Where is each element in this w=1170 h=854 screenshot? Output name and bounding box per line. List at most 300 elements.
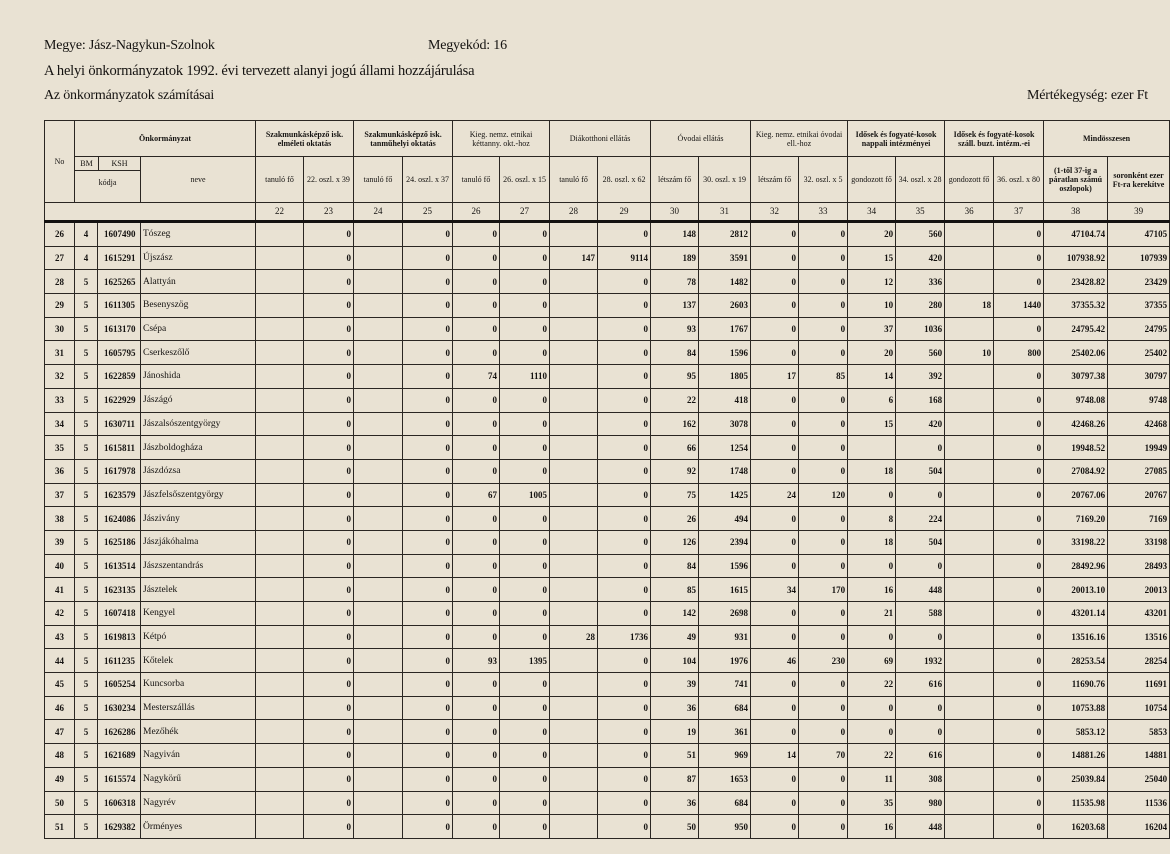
unit-label: Mértékegység: ezer Ft	[1027, 88, 1148, 103]
col28-cell	[550, 507, 598, 531]
no-cell: 47	[45, 720, 75, 744]
settlement-name-cell: Jászalsószentgyörgy	[141, 412, 256, 436]
bm-code-cell: 5	[75, 696, 98, 720]
group-header: Óvodai ellátás	[651, 121, 751, 157]
col33-cell: 170	[799, 578, 848, 602]
col30-cell: 19	[651, 720, 699, 744]
code-header	[75, 157, 141, 203]
col26-cell: 74	[453, 365, 500, 389]
col37-cell: 0	[994, 767, 1044, 791]
col32-cell: 0	[751, 459, 799, 483]
col34-cell: 6	[848, 388, 896, 412]
ksh-code-cell: 1605795	[98, 341, 141, 365]
col33-cell: 120	[799, 483, 848, 507]
ksh-code-cell: 1630711	[98, 412, 141, 436]
col35-cell: 448	[896, 815, 945, 839]
col22-cell	[256, 294, 304, 318]
col33-cell: 0	[799, 317, 848, 341]
col32-cell: 0	[751, 507, 799, 531]
ksh-code-cell: 1623579	[98, 483, 141, 507]
col24-cell	[354, 341, 403, 365]
col27-cell: 0	[500, 317, 550, 341]
ksh-code-cell: 1619813	[98, 625, 141, 649]
col36-cell	[945, 246, 994, 270]
col36-cell	[945, 365, 994, 389]
settlement-name-cell: Nagyiván	[141, 744, 256, 768]
col27-cell: 0	[500, 791, 550, 815]
col35-cell: 308	[896, 767, 945, 791]
col37-cell: 0	[994, 578, 1044, 602]
col23-cell: 0	[304, 388, 354, 412]
col35-cell: 0	[896, 625, 945, 649]
col39-cell: 10754	[1108, 696, 1170, 720]
col35-cell: 560	[896, 222, 945, 247]
col32-cell: 0	[751, 673, 799, 697]
table-row	[45, 270, 1170, 294]
column-number: 36	[945, 203, 994, 222]
col36-cell	[945, 791, 994, 815]
subheader: (1-től 37-ig a páratlan számú oszlopok)	[1044, 157, 1108, 203]
no-cell: 37	[45, 483, 75, 507]
no-cell: 38	[45, 507, 75, 531]
col36-cell	[945, 436, 994, 460]
col34-cell: 18	[848, 459, 896, 483]
col24-cell	[354, 720, 403, 744]
col35-cell: 0	[896, 436, 945, 460]
col25-cell: 0	[403, 365, 453, 389]
col26-cell: 0	[453, 530, 500, 554]
col38-cell: 24795.42	[1044, 317, 1108, 341]
ksh-code-cell: 1623135	[98, 578, 141, 602]
subheader: 32. oszl. x 5	[799, 157, 848, 203]
no-cell: 35	[45, 436, 75, 460]
col37-cell: 0	[994, 459, 1044, 483]
col25-cell: 0	[403, 673, 453, 697]
col28-cell	[550, 602, 598, 626]
col26-cell: 0	[453, 412, 500, 436]
col22-cell	[256, 602, 304, 626]
bm-code-cell: 5	[75, 388, 98, 412]
column-number: 38	[1044, 203, 1108, 222]
col31-cell: 3078	[699, 412, 751, 436]
col26-cell: 0	[453, 294, 500, 318]
col23-cell: 0	[304, 602, 354, 626]
col39-cell: 13516	[1108, 625, 1170, 649]
col25-cell: 0	[403, 270, 453, 294]
kodja-label: kódja	[98, 178, 117, 187]
col22-cell	[256, 649, 304, 673]
col38-cell: 28253.54	[1044, 649, 1108, 673]
table-row	[45, 815, 1170, 839]
group-header: Szakmunkásképző isk. tanműhelyi oktatás	[354, 121, 453, 157]
col23-cell: 0	[304, 507, 354, 531]
col35-cell: 1036	[896, 317, 945, 341]
col25-cell: 0	[403, 602, 453, 626]
col22-cell	[256, 696, 304, 720]
column-number: 33	[799, 203, 848, 222]
col32-cell: 0	[751, 791, 799, 815]
col23-cell: 0	[304, 578, 354, 602]
col25-cell: 0	[403, 459, 453, 483]
col36-cell	[945, 483, 994, 507]
col32-cell: 24	[751, 483, 799, 507]
col33-cell: 0	[799, 554, 848, 578]
col28-cell	[550, 815, 598, 839]
col35-cell: 504	[896, 530, 945, 554]
column-number: 27	[500, 203, 550, 222]
col27-cell: 0	[500, 744, 550, 768]
col28-cell	[550, 673, 598, 697]
col38-cell: 25402.06	[1044, 341, 1108, 365]
col29-cell: 0	[598, 317, 651, 341]
bm-code-cell: 5	[75, 578, 98, 602]
col22-cell	[256, 436, 304, 460]
settlement-name-cell: Csépa	[141, 317, 256, 341]
col33-cell: 0	[799, 246, 848, 270]
col34-cell: 16	[848, 578, 896, 602]
no-cell: 48	[45, 744, 75, 768]
col24-cell	[354, 222, 403, 247]
col24-cell	[354, 649, 403, 673]
col28-cell	[550, 341, 598, 365]
col30-cell: 189	[651, 246, 699, 270]
col24-cell	[354, 791, 403, 815]
col34-cell: 10	[848, 294, 896, 318]
col33-cell: 0	[799, 388, 848, 412]
col25-cell: 0	[403, 436, 453, 460]
col26-cell: 0	[453, 578, 500, 602]
col38-cell: 11535.98	[1044, 791, 1108, 815]
col37-cell: 0	[994, 673, 1044, 697]
subheader: tanuló fő	[453, 157, 500, 203]
col25-cell: 0	[403, 720, 453, 744]
col39-cell: 19949	[1108, 436, 1170, 460]
ksh-code-cell: 1615811	[98, 436, 141, 460]
col38-cell: 10753.88	[1044, 696, 1108, 720]
col33-cell: 0	[799, 341, 848, 365]
settlement-name-cell: Kőtelek	[141, 649, 256, 673]
col33-cell: 0	[799, 412, 848, 436]
col28-cell	[550, 696, 598, 720]
col28-cell	[550, 222, 598, 247]
col28-cell	[550, 530, 598, 554]
col37-cell: 0	[994, 602, 1044, 626]
col24-cell	[354, 459, 403, 483]
col30-cell: 142	[651, 602, 699, 626]
col33-cell: 0	[799, 625, 848, 649]
table-row	[45, 365, 1170, 389]
col37-cell: 0	[994, 388, 1044, 412]
col25-cell: 0	[403, 530, 453, 554]
col37-cell: 0	[994, 744, 1044, 768]
col29-cell: 0	[598, 815, 651, 839]
col31-cell: 1976	[699, 649, 751, 673]
col22-cell	[256, 507, 304, 531]
col34-cell: 35	[848, 791, 896, 815]
col25-cell: 0	[403, 554, 453, 578]
col38-cell: 11690.76	[1044, 673, 1108, 697]
col26-cell: 0	[453, 554, 500, 578]
col25-cell: 0	[403, 483, 453, 507]
grant-table	[44, 120, 1170, 839]
col24-cell	[354, 530, 403, 554]
col26-cell: 0	[453, 815, 500, 839]
column-number: 26	[453, 203, 500, 222]
col26-cell: 0	[453, 767, 500, 791]
col34-cell: 8	[848, 507, 896, 531]
col32-cell: 0	[751, 246, 799, 270]
col35-cell: 504	[896, 459, 945, 483]
col23-cell: 0	[304, 720, 354, 744]
col36-cell	[945, 412, 994, 436]
col23-cell: 0	[304, 791, 354, 815]
col27-cell: 0	[500, 625, 550, 649]
group-header: Kieg. nemz. etnikai óvodai ell.-hoz	[751, 121, 848, 157]
column-number: 22	[256, 203, 304, 222]
col28-cell: 147	[550, 246, 598, 270]
subheader: 34. oszl. x 28	[896, 157, 945, 203]
col23-cell: 0	[304, 459, 354, 483]
table-row	[45, 744, 1170, 768]
subheader: 36. oszl. x 80	[994, 157, 1044, 203]
col32-cell: 0	[751, 294, 799, 318]
subheader: 22. oszl. x 39	[304, 157, 354, 203]
ksh-code-cell: 1630234	[98, 696, 141, 720]
col39-cell: 27085	[1108, 459, 1170, 483]
table-row	[45, 673, 1170, 697]
col35-cell: 420	[896, 412, 945, 436]
column-number: 25	[403, 203, 453, 222]
col37-cell: 0	[994, 696, 1044, 720]
col32-cell: 0	[751, 222, 799, 247]
col31-cell: 361	[699, 720, 751, 744]
col24-cell	[354, 365, 403, 389]
col30-cell: 148	[651, 222, 699, 247]
no-cell: 26	[45, 222, 75, 247]
col23-cell: 0	[304, 744, 354, 768]
col35-cell: 588	[896, 602, 945, 626]
col30-cell: 66	[651, 436, 699, 460]
col28-cell	[550, 649, 598, 673]
col33-cell: 0	[799, 530, 848, 554]
col31-cell: 418	[699, 388, 751, 412]
col26-cell: 67	[453, 483, 500, 507]
col29-cell: 0	[598, 791, 651, 815]
col28-cell	[550, 767, 598, 791]
no-cell: 50	[45, 791, 75, 815]
col24-cell	[354, 483, 403, 507]
col36-cell: 10	[945, 341, 994, 365]
col31-cell: 1254	[699, 436, 751, 460]
col28-cell	[550, 365, 598, 389]
col38-cell: 47104.74	[1044, 222, 1108, 247]
col36-cell	[945, 625, 994, 649]
col26-cell: 0	[453, 459, 500, 483]
no-cell: 31	[45, 341, 75, 365]
col32-cell: 0	[751, 720, 799, 744]
col24-cell	[354, 744, 403, 768]
bm-code-cell: 5	[75, 294, 98, 318]
county-code: Megyekód: 16	[428, 38, 507, 53]
col34-cell: 20	[848, 222, 896, 247]
ksh-code-cell: 1615574	[98, 767, 141, 791]
bm-code-cell: 5	[75, 625, 98, 649]
subheader: létszám fő	[751, 157, 799, 203]
table-row	[45, 625, 1170, 649]
col39-cell: 16204	[1108, 815, 1170, 839]
col34-cell: 0	[848, 554, 896, 578]
col31-cell: 1596	[699, 554, 751, 578]
settlement-name-cell: Mesterszállás	[141, 696, 256, 720]
group-header: Idősek és fogyaté-kosok nappali intézményei	[848, 121, 945, 157]
col36-cell	[945, 767, 994, 791]
col29-cell: 0	[598, 696, 651, 720]
col39-cell: 20013	[1108, 578, 1170, 602]
col34-cell: 0	[848, 483, 896, 507]
bm-code-cell: 5	[75, 744, 98, 768]
col36-cell	[945, 270, 994, 294]
table-row	[45, 294, 1170, 318]
no-cell: 28	[45, 270, 75, 294]
col25-cell: 0	[403, 815, 453, 839]
col28-cell	[550, 388, 598, 412]
col24-cell	[354, 696, 403, 720]
col32-cell: 0	[751, 530, 799, 554]
settlement-name-cell: Jászjákóhalma	[141, 530, 256, 554]
col35-cell: 560	[896, 341, 945, 365]
subheader: gondozott fő	[945, 157, 994, 203]
bm-code-cell: 5	[75, 791, 98, 815]
col23-cell: 0	[304, 412, 354, 436]
col34-cell: 21	[848, 602, 896, 626]
col36-cell	[945, 507, 994, 531]
ksh-code-cell: 1605254	[98, 673, 141, 697]
col26-cell: 0	[453, 673, 500, 697]
col27-cell: 1005	[500, 483, 550, 507]
col33-cell: 70	[799, 744, 848, 768]
settlement-name-cell: Kétpó	[141, 625, 256, 649]
col38-cell: 7169.20	[1044, 507, 1108, 531]
no-cell: 41	[45, 578, 75, 602]
col25-cell: 0	[403, 294, 453, 318]
col24-cell	[354, 388, 403, 412]
col39-cell: 11536	[1108, 791, 1170, 815]
col29-cell: 0	[598, 459, 651, 483]
col27-cell: 0	[500, 602, 550, 626]
column-number: 35	[896, 203, 945, 222]
col39-cell: 5853	[1108, 720, 1170, 744]
col30-cell: 84	[651, 554, 699, 578]
col30-cell: 92	[651, 459, 699, 483]
col36-cell	[945, 815, 994, 839]
col30-cell: 85	[651, 578, 699, 602]
column-number: 31	[699, 203, 751, 222]
col26-cell: 0	[453, 744, 500, 768]
col28-cell	[550, 744, 598, 768]
col28-cell	[550, 791, 598, 815]
col22-cell	[256, 341, 304, 365]
col25-cell: 0	[403, 222, 453, 247]
col36-cell	[945, 720, 994, 744]
group-header: Diákotthoni ellátás	[550, 121, 651, 157]
col33-cell: 0	[799, 507, 848, 531]
col29-cell: 0	[598, 388, 651, 412]
col24-cell	[354, 317, 403, 341]
settlement-name-cell: Nagyrév	[141, 791, 256, 815]
col31-cell: 1425	[699, 483, 751, 507]
col22-cell	[256, 365, 304, 389]
group-header: Kieg. nemz. etnikai kéttanny. okt.-hoz	[453, 121, 550, 157]
bm-code-cell: 5	[75, 365, 98, 389]
col24-cell	[354, 270, 403, 294]
col22-cell	[256, 483, 304, 507]
col22-cell	[256, 270, 304, 294]
settlement-name-cell: Jászivány	[141, 507, 256, 531]
bm-code-cell: 5	[75, 530, 98, 554]
col34-cell: 22	[848, 673, 896, 697]
group-header: Szakmunkásképző isk. elméleti oktatás	[256, 121, 354, 157]
col35-cell: 1932	[896, 649, 945, 673]
col31-cell: 2698	[699, 602, 751, 626]
col33-cell: 0	[799, 436, 848, 460]
table-body	[45, 222, 1170, 839]
col34-cell: 15	[848, 412, 896, 436]
col22-cell	[256, 530, 304, 554]
col22-cell	[256, 246, 304, 270]
bm-code-cell: 5	[75, 554, 98, 578]
col29-cell: 0	[598, 649, 651, 673]
county-label: Megye: Jász-Nagykun-Szolnok	[44, 38, 215, 53]
col38-cell: 23428.82	[1044, 270, 1108, 294]
bm-code-cell: 5	[75, 673, 98, 697]
subheader: 28. oszl. x 62	[598, 157, 651, 203]
col30-cell: 84	[651, 341, 699, 365]
ksh-code-cell: 1625265	[98, 270, 141, 294]
col39-cell: 33198	[1108, 530, 1170, 554]
col29-cell: 0	[598, 341, 651, 365]
col32-cell: 14	[751, 744, 799, 768]
col37-cell: 0	[994, 317, 1044, 341]
col39-cell: 20767	[1108, 483, 1170, 507]
col35-cell: 0	[896, 720, 945, 744]
col34-cell: 0	[848, 720, 896, 744]
col24-cell	[354, 294, 403, 318]
col30-cell: 49	[651, 625, 699, 649]
col36-cell: 18	[945, 294, 994, 318]
ksh-code-cell: 1626286	[98, 720, 141, 744]
col31-cell: 950	[699, 815, 751, 839]
col37-cell: 0	[994, 365, 1044, 389]
col37-cell: 0	[994, 507, 1044, 531]
subheader: tanuló fő	[256, 157, 304, 203]
col22-cell	[256, 578, 304, 602]
col27-cell: 0	[500, 388, 550, 412]
col23-cell: 0	[304, 483, 354, 507]
col33-cell: 0	[799, 294, 848, 318]
col31-cell: 684	[699, 791, 751, 815]
col27-cell: 1395	[500, 649, 550, 673]
subheader: tanuló fő	[354, 157, 403, 203]
settlement-name-cell: Nagykörű	[141, 767, 256, 791]
subheader: 30. oszl. x 19	[699, 157, 751, 203]
settlement-name-cell: Tószeg	[141, 222, 256, 247]
settlement-name-cell: Jászdózsa	[141, 459, 256, 483]
ksh-code-cell: 1622929	[98, 388, 141, 412]
ksh-label: KSH	[111, 159, 128, 168]
col29-cell: 0	[598, 507, 651, 531]
col38-cell: 37355.32	[1044, 294, 1108, 318]
col32-cell: 34	[751, 578, 799, 602]
